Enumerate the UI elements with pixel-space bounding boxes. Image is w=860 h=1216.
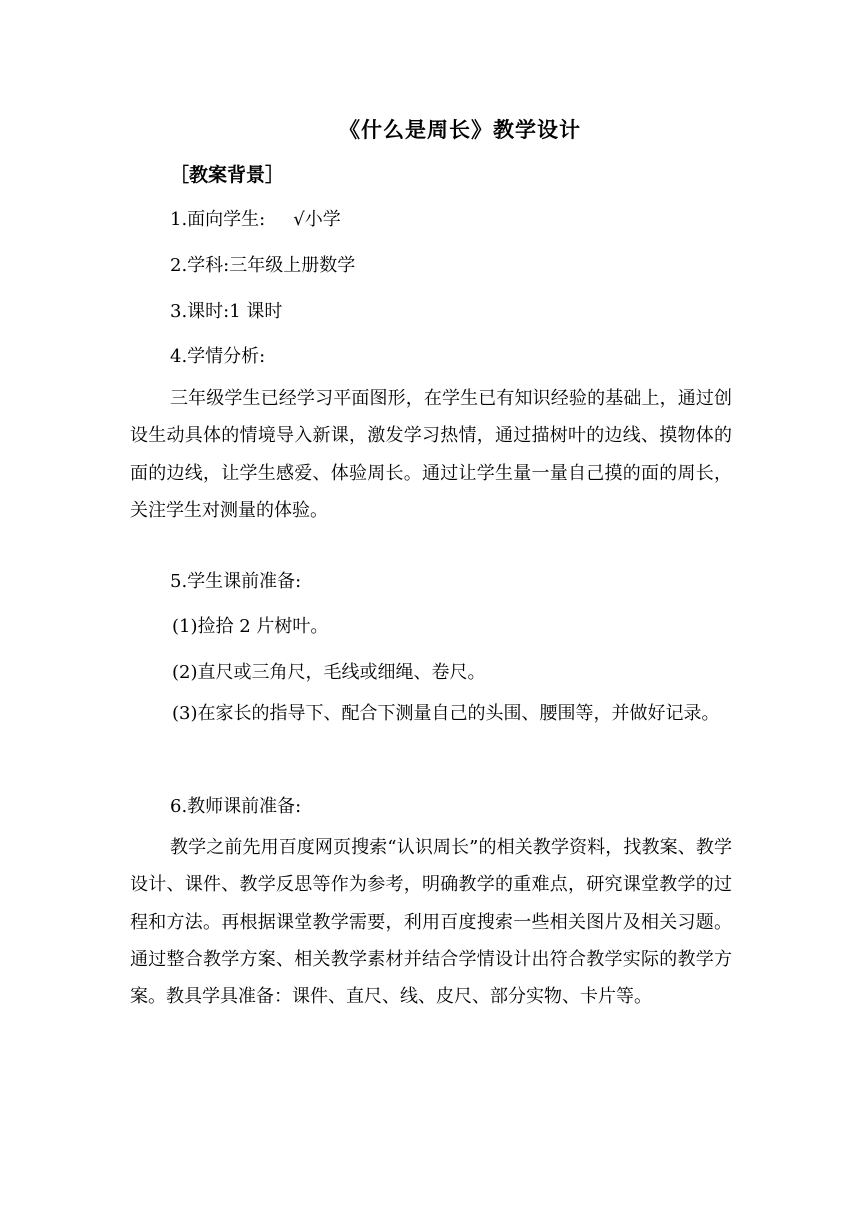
students-line <box>170 205 341 231</box>
hours-line: 3.课时:1 课时 <box>170 301 283 322</box>
students-label: 1.面向学生: <box>170 209 266 230</box>
analysis-heading: 4.学情分析: <box>170 346 266 367</box>
students-value: √小学 <box>293 209 341 230</box>
student-prep-item-2: (2)直尺或三角尺，毛线或细绳、卷尺。 <box>172 662 486 683</box>
teacher-prep-heading: 6.教师课前准备: <box>170 796 302 817</box>
student-prep-item-1: (1)捡拾 2 片树叶。 <box>172 616 329 637</box>
document-title: 《什么是周长》教学设计 <box>339 117 581 142</box>
section-heading: ［教案背景］ <box>170 164 285 186</box>
subject-line: 2.学科:三年级上册数学 <box>170 255 356 276</box>
analysis-paragraph: 三年级学生已经学习平面图形，在学生已有知识经验的基础上，通过创设生动具体的情境导入新课，激发学习热情，通过描树叶的边线、摸物体的面的边线，让学生感爱、体验周长。通过让学生量一量自己摸的面的周长，关注学生对测量的体验。 <box>130 388 732 521</box>
teacher-prep-paragraph: 教学之前先用百度网页搜索“认识周长”的相关教学资料，找教案、教学设计、课件、教学反思等作为参考，明确教学的重难点，研究课堂教学的过程和方法。再根据课堂教学需要，利用百度搜索一些相关图片及相关习题。通过整合教学方案、相关教学素材并结合学情设计出符合教学实际的教学方案。教具学具准备：课件、直尺、线、皮尺、部分实物、卡片等。 <box>130 837 732 1008</box>
student-prep-heading: 5.学生课前准备: <box>170 571 302 592</box>
student-prep-item-3: (3)在家长的指导下、配合下测量自己的头围、腰围等，并做好记录。 <box>172 703 720 724</box>
